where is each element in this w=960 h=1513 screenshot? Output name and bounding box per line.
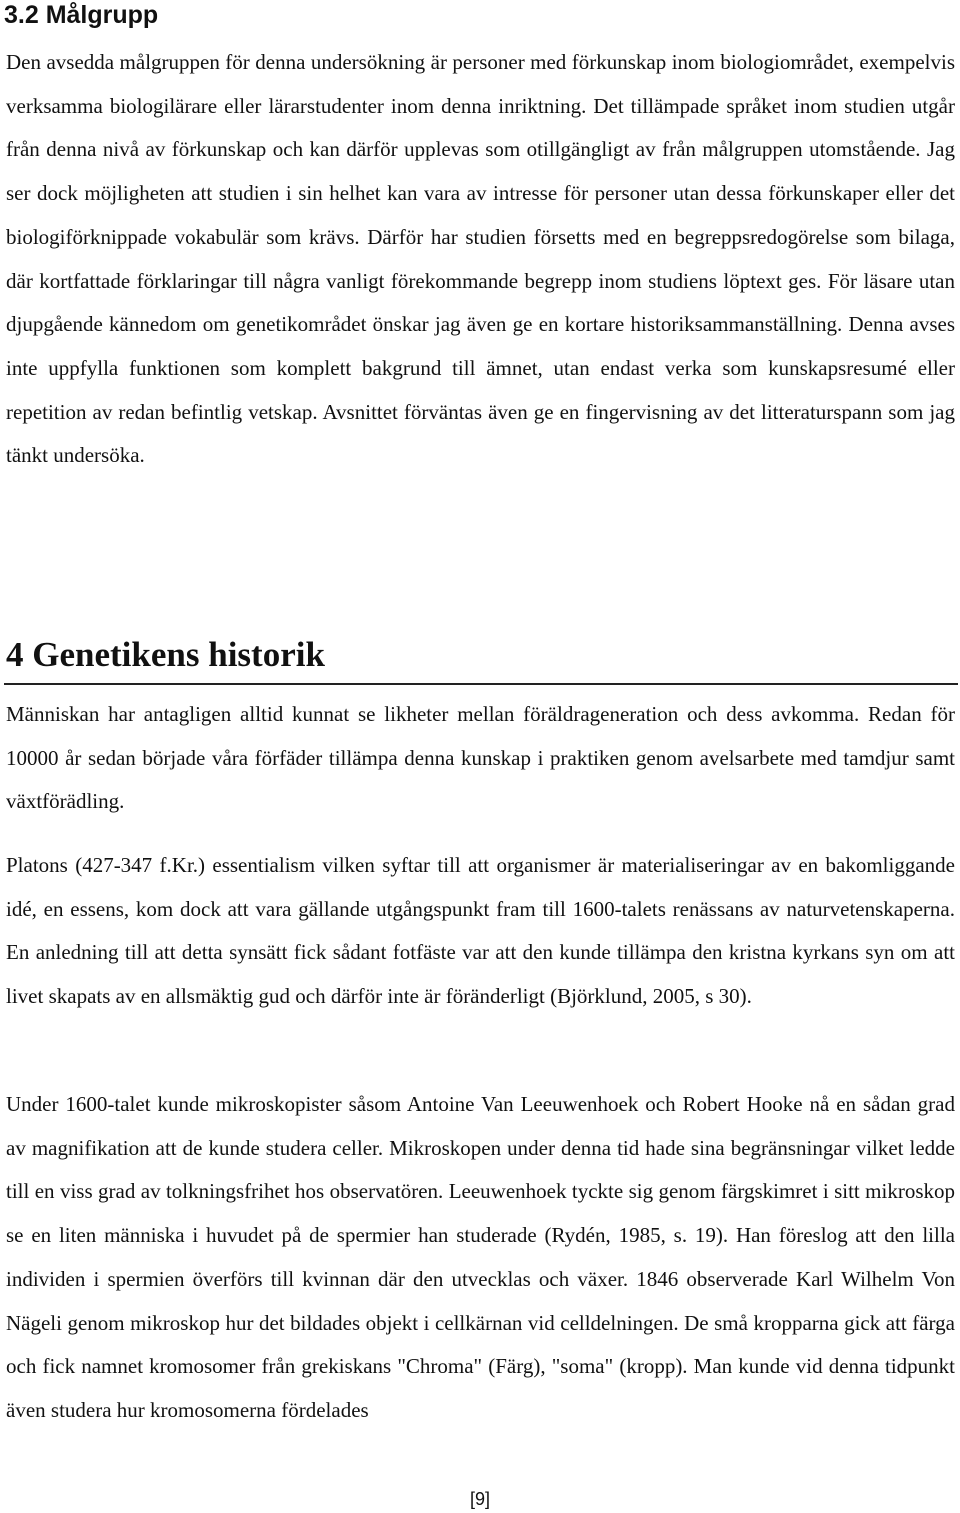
chapter-heading: 4 Genetikens historik [6, 635, 325, 674]
page-number: [9] [469, 1489, 490, 1509]
section-heading: 3.2 Målgrupp [4, 1, 159, 29]
chapter-paragraph-3: Under 1600-talet kunde mikroskopister såsom Antoine Van Leeuwenhoek och Robert Hooke nå en sådan grad av magnifikation att de kunde studera celler. Mikroskopen under denna tid hade sina begränsningar vilket ledde till en viss grad av tolkningsfrihet hos observatören. Leeuwenhoek tyckte sig genom färgskimret i sitt mikroskop se en liten människa i huvudet på de spermier han studerade (Rydén, 1985, s. 19). Han föreslog att den lilla individen i spermien överförs till kvinnan där den utvecklas och växer. 1846 observerade Karl Wilhelm Von Nägeli genom mikroskop hur det bildades objekt i cellkärnan vid celldelningen. De små kropparna gick att färga och fick namnet kromosomer från grekiskans "Chroma" (Färg), "soma" (kropp). Man kunde vid denna tidpunkt även studera hur kromosomerna fördelades [6, 1092, 955, 1422]
section-paragraph: Den avsedda målgruppen för denna undersökning är personer med förkunskap inom biologiområdet, exempelvis verksamma biologilärare eller lärarstudenter inom denna inriktning. Det tillämpade språket inom studien utgår från denna nivå av förkunskap och kan därför upplevas som otillgängligt av från målgruppen utomstående. Jag ser dock möjligheten att studien i sin helhet kan vara av intresse för personer utan dessa förkunskaper eller det biologiförknippade vokabulär som krävs. Därför har studien försetts med en begreppsredogörelse som bilaga, där kortfattade förklaringar till några vanligt förekommande begrepp inom studiens löptext ges. För läsare utan djupgående kännedom om genetikområdet önskar jag även ge en kortare historiksammanställning. Denna avses inte uppfylla funktionen som komplett bakgrund till ämnet, utan endast verka som kunskapsresumé eller repetition av redan befintlig vetskap. Avsnittet förväntas även ge en fingervisning av det litteraturspann som jag tänkt undersöka. [6, 50, 955, 468]
chapter-paragraph-2: Platons (427-347 f.Kr.) essentialism vilken syftar till att organismer är materialiseringar av en bakomliggande idé, en essens, kom dock att vara gällande utgångspunkt fram till 1600-talets renässans av naturvetenskaperna. En anledning till att detta synsätt fick sådant fotfäste var att den kunde tillämpa den kristna kyrkans syn om att livet skapats av en allsmäktig gud och därför inte är föränderligt (Björklund, 2005, s 30). [6, 853, 955, 1009]
chapter-paragraph-1: Människan har antagligen alltid kunnat se likheter mellan föräldrageneration och dess avkomma. Redan för 10000 år sedan började våra förfäder tillämpa denna kunskap i praktiken genom avelsarbete med tamdjur samt växtförädling. [6, 702, 955, 814]
heading-underline [4, 683, 958, 685]
